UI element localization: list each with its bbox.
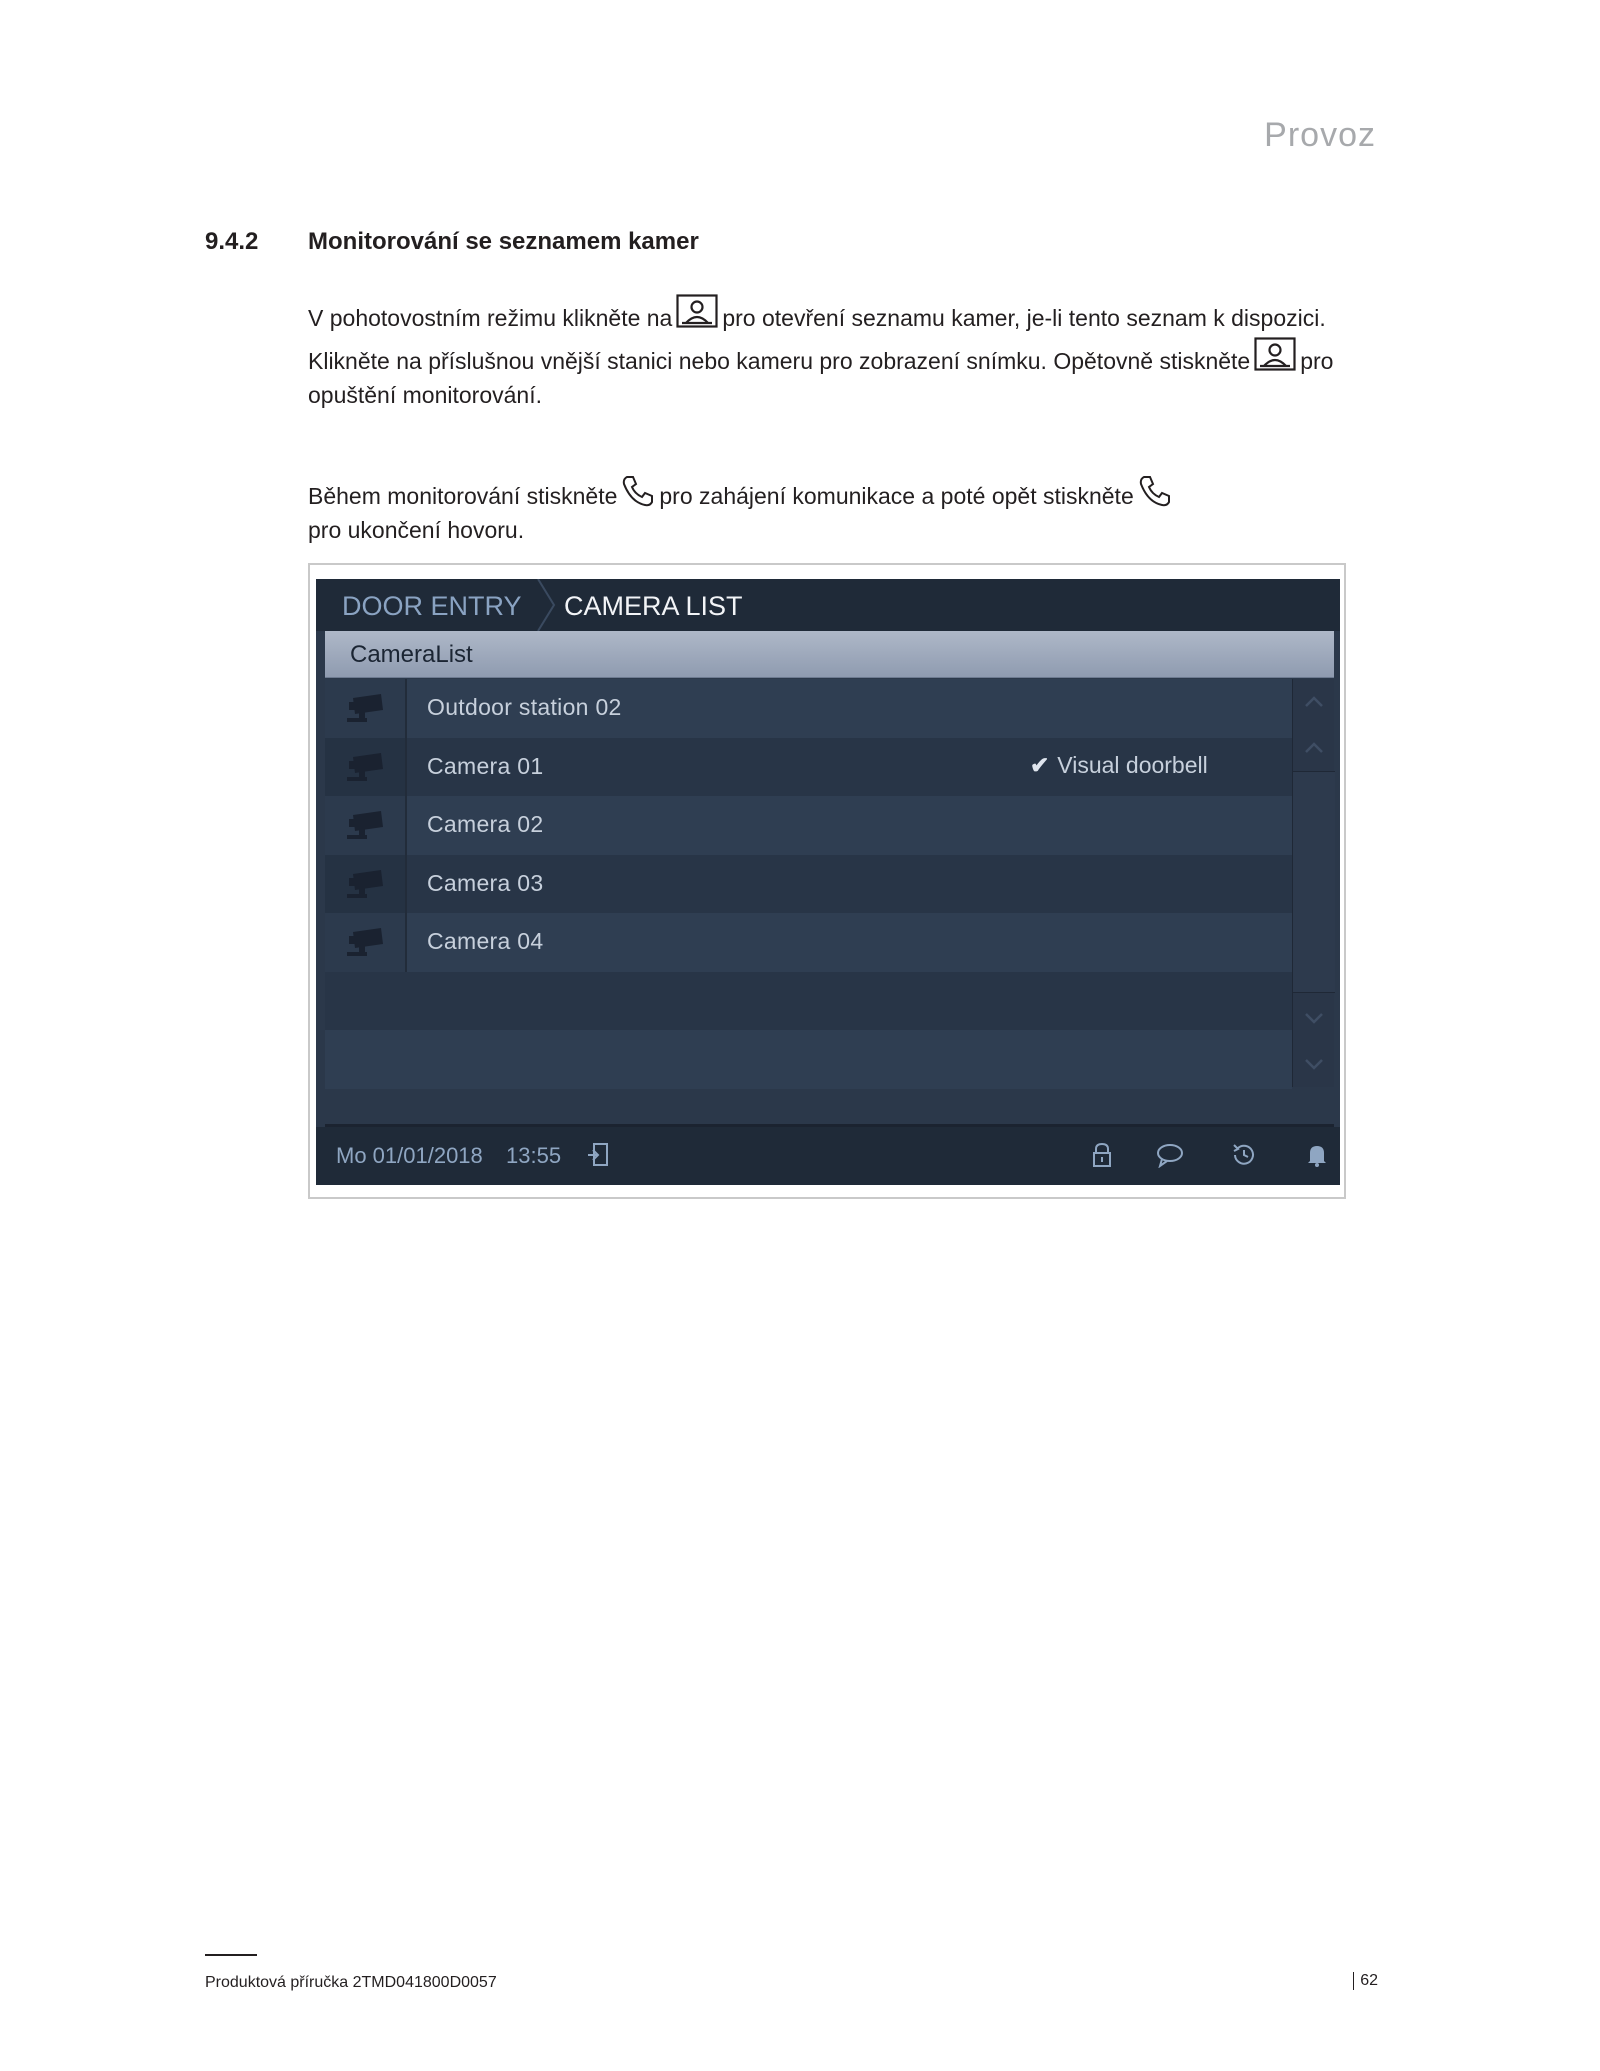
- camera-list-icon: [676, 294, 718, 337]
- list-item[interactable]: [325, 855, 1292, 914]
- footer-rule: [205, 1954, 257, 1956]
- instruction-paragraph-call: [308, 474, 1358, 545]
- scroll-up-button[interactable]: [1293, 725, 1335, 771]
- row-label: Camera 03: [427, 869, 544, 896]
- section-heading: [205, 228, 699, 256]
- para2-text-c: pro ukončení hovoru.: [308, 517, 525, 543]
- security-camera-icon: [343, 807, 387, 843]
- para1-text-c: pro opuštění monitorování.: [308, 348, 1334, 408]
- phone-handset-icon: [621, 474, 655, 515]
- security-camera-icon: [343, 749, 387, 785]
- empty-row: [325, 972, 1292, 1031]
- camera-list-icon: [1254, 337, 1296, 380]
- breadcrumb-separator-icon: [536, 579, 558, 631]
- message-icon[interactable]: [1156, 1142, 1184, 1168]
- row-label: Camera 02: [427, 811, 544, 837]
- phone-handset-icon: [1138, 474, 1172, 515]
- bell-icon[interactable]: [1306, 1142, 1328, 1168]
- visual-doorbell-tag: [1030, 752, 1208, 779]
- para2-text-a: Během monitorování stiskněte: [308, 483, 618, 509]
- row-icon-cell: [325, 796, 407, 855]
- footer-document-title: Produktová příručka 2TMD041800D0057: [205, 1974, 497, 1991]
- screenshot-frame: [308, 563, 1346, 1199]
- para1-text-b: pro otevření seznamu kamer, je-li tento seznam k dispozici. Klikněte na příslušnou vnější stanici nebo kameru pro zobrazení snímku. Opětovně stiskněte: [308, 305, 1326, 374]
- camera-list: [325, 679, 1292, 1089]
- breadcrumb-door-entry[interactable]: DOOR ENTRY: [342, 591, 522, 621]
- device-screen: [316, 579, 1340, 1185]
- security-camera-icon: [343, 690, 387, 726]
- row-icon-cell: [325, 738, 407, 797]
- checkmark-icon: ✔: [1030, 751, 1050, 778]
- row-label: Camera 01: [427, 752, 544, 779]
- list-item[interactable]: [325, 679, 1292, 738]
- title-bar: [316, 579, 1340, 631]
- scroll-track[interactable]: [1293, 771, 1335, 993]
- logout-icon[interactable]: [586, 1142, 610, 1168]
- empty-row: [325, 1030, 1292, 1089]
- breadcrumb-camera-list: CAMERA LIST: [564, 591, 743, 621]
- list-item[interactable]: [325, 913, 1292, 972]
- tag-label: Visual doorbell: [1057, 751, 1208, 778]
- list-header: [325, 631, 1334, 678]
- list-item[interactable]: [325, 738, 1292, 797]
- list-header-title: CameraList: [350, 641, 473, 668]
- list-item[interactable]: [325, 796, 1292, 855]
- row-icon-cell: [325, 855, 407, 914]
- para1-text-a: V pohotovostním režimu klikněte na: [308, 305, 673, 331]
- row-icon-cell: [325, 913, 407, 972]
- scrollbar[interactable]: [1292, 679, 1334, 1087]
- security-camera-icon: [343, 866, 387, 902]
- instruction-paragraph-monitor: [308, 294, 1358, 410]
- heading-number: 9.4.2: [205, 228, 259, 255]
- status-time: 13:55: [506, 1143, 562, 1168]
- chevron-down-icon: [1304, 1012, 1324, 1024]
- row-label: Outdoor station 02: [427, 694, 622, 720]
- chevron-up-icon: [1304, 742, 1324, 754]
- history-icon[interactable]: [1231, 1142, 1257, 1168]
- para2-text-b: pro zahájení komunikace a poté opět stiskněte: [659, 483, 1134, 509]
- status-bar: [316, 1127, 1340, 1185]
- scroll-top-button[interactable]: [1293, 679, 1335, 725]
- status-date: Mo 01/01/2018: [336, 1143, 483, 1168]
- row-label: Camera 04: [427, 928, 544, 954]
- scroll-down-button[interactable]: [1293, 995, 1335, 1041]
- chevron-up-icon: [1304, 696, 1324, 708]
- heading-title: Monitorování se seznamem kamer: [308, 228, 699, 255]
- row-icon-cell: [325, 679, 407, 738]
- security-camera-icon: [343, 924, 387, 960]
- section-header: Provoz: [1264, 116, 1376, 154]
- page-number: 62: [1353, 1972, 1378, 1990]
- chevron-down-icon: [1304, 1058, 1324, 1070]
- lock-icon[interactable]: [1091, 1142, 1113, 1168]
- scroll-bottom-button[interactable]: [1293, 1041, 1335, 1087]
